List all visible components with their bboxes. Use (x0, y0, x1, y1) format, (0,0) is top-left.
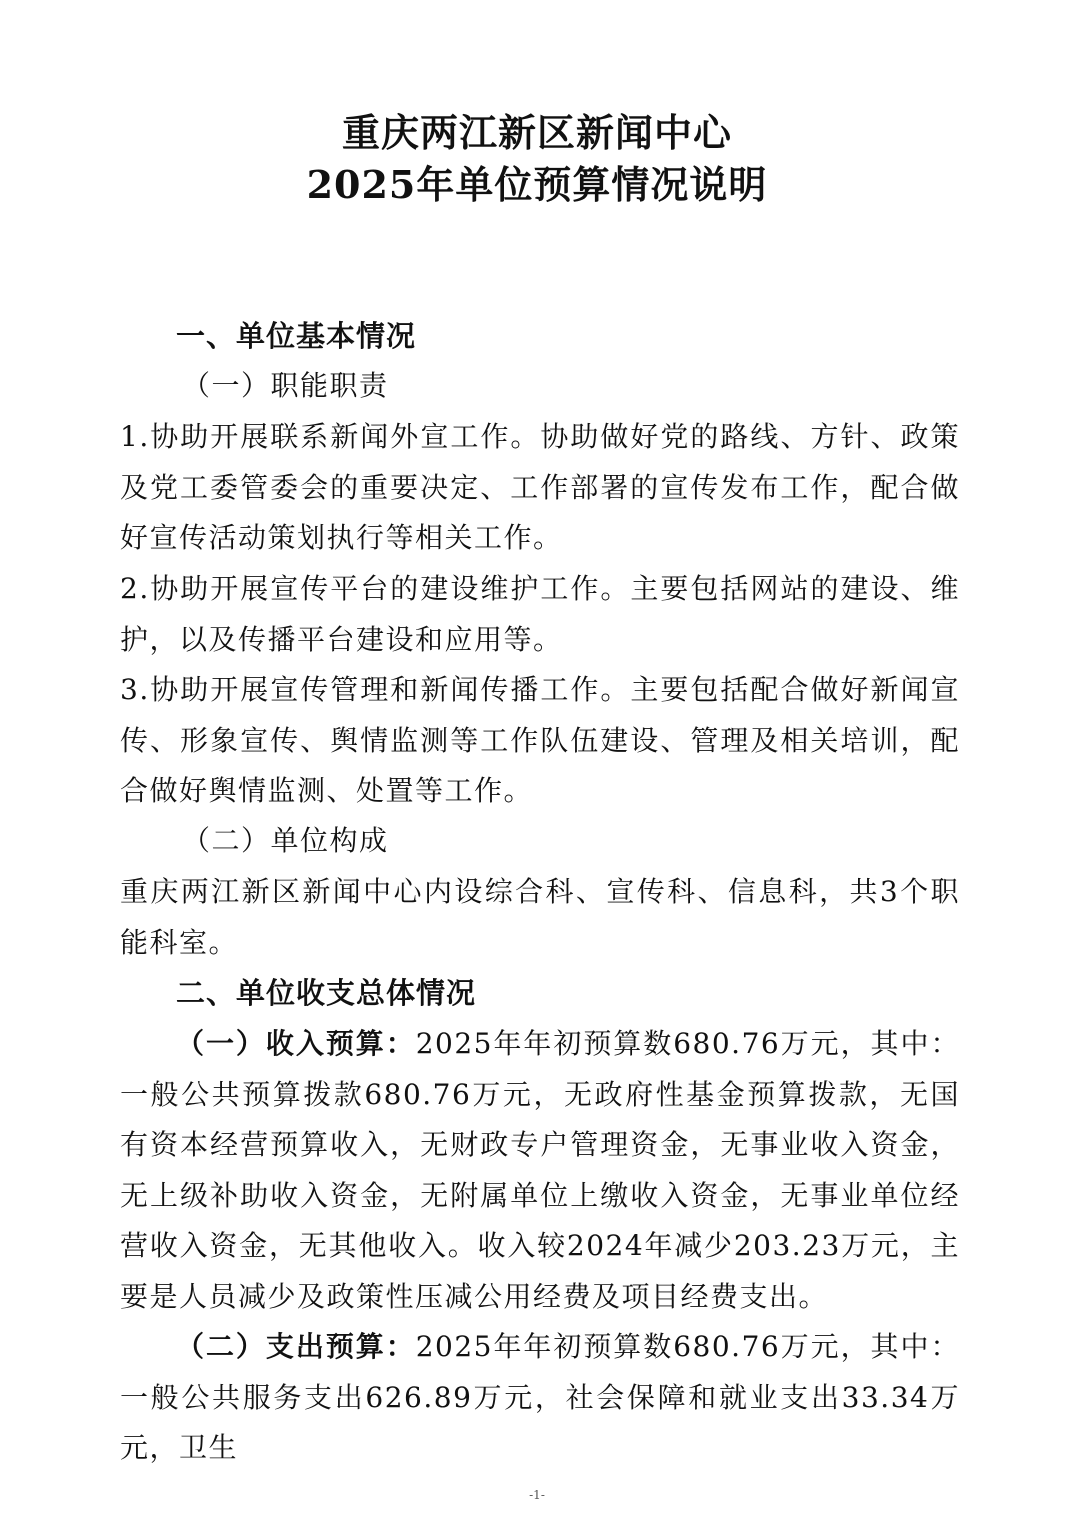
duty-item-1: 1.协助开展联系新闻外宣工作。协助做好党的路线、方针、政策及党工委管委会的重要决定、工作部署的宣传发布工作，配合做好宣传活动策划执行等相关工作。 (120, 420, 960, 554)
income-budget-paragraph (120, 1019, 960, 1322)
document-title-line2: 2025年单位预算情况说明 (306, 162, 768, 207)
duty-item-3: 3.协助开展宣传管理和新闻传播工作。主要包括配合做好新闻宣传、形象宣传、舆情监测等工作队伍建设、管理及相关培训，配合做好舆情监测、处置等工作。 (120, 673, 960, 807)
section-heading-budget-overview: 二、单位收支总体情况 (176, 976, 477, 1010)
section-heading-basic-info: 一、单位基本情况 (176, 319, 417, 353)
subheading-duties: （一）职能职责 (182, 369, 389, 402)
income-budget-text: 2025年年初预算数680.76万元，其中：一般公共预算拨款680.76万元，无政府性基金预算拨款，无国有资本经营预算收入，无财政专户管理资金，无事业收入资金，无上级补助收入资金，无附属单位上缴收入资金，无事业单位经营收入资金，无其他收入。收入较2024年减少203.23万元，主要是人员减少及政策性压减公用经费及项目经费支出。 (120, 1027, 960, 1313)
expense-budget-text: 2025年年初预算数680.76万元，其中：一般公共服务支出626.89万元，社会保障和就业支出33.34万元，卫生 (120, 1330, 960, 1464)
document-title-line1: 重庆两江新区新闻中心 (341, 110, 732, 155)
expense-budget-paragraph (120, 1322, 960, 1474)
subheading-composition: （二）单位构成 (182, 824, 389, 857)
income-budget-lead: （一）收入预算： (176, 1027, 416, 1060)
page-number: -1- (529, 1488, 545, 1502)
composition-text: 重庆两江新区新闻中心内设综合科、宣传科、信息科，共3个职能科室。 (120, 875, 960, 959)
expense-budget-lead: （二）支出预算： (176, 1330, 416, 1363)
duty-item-2: 2.协助开展宣传平台的建设维护工作。主要包括网站的建设、维护，以及传播平台建设和应用等。 (120, 572, 960, 656)
